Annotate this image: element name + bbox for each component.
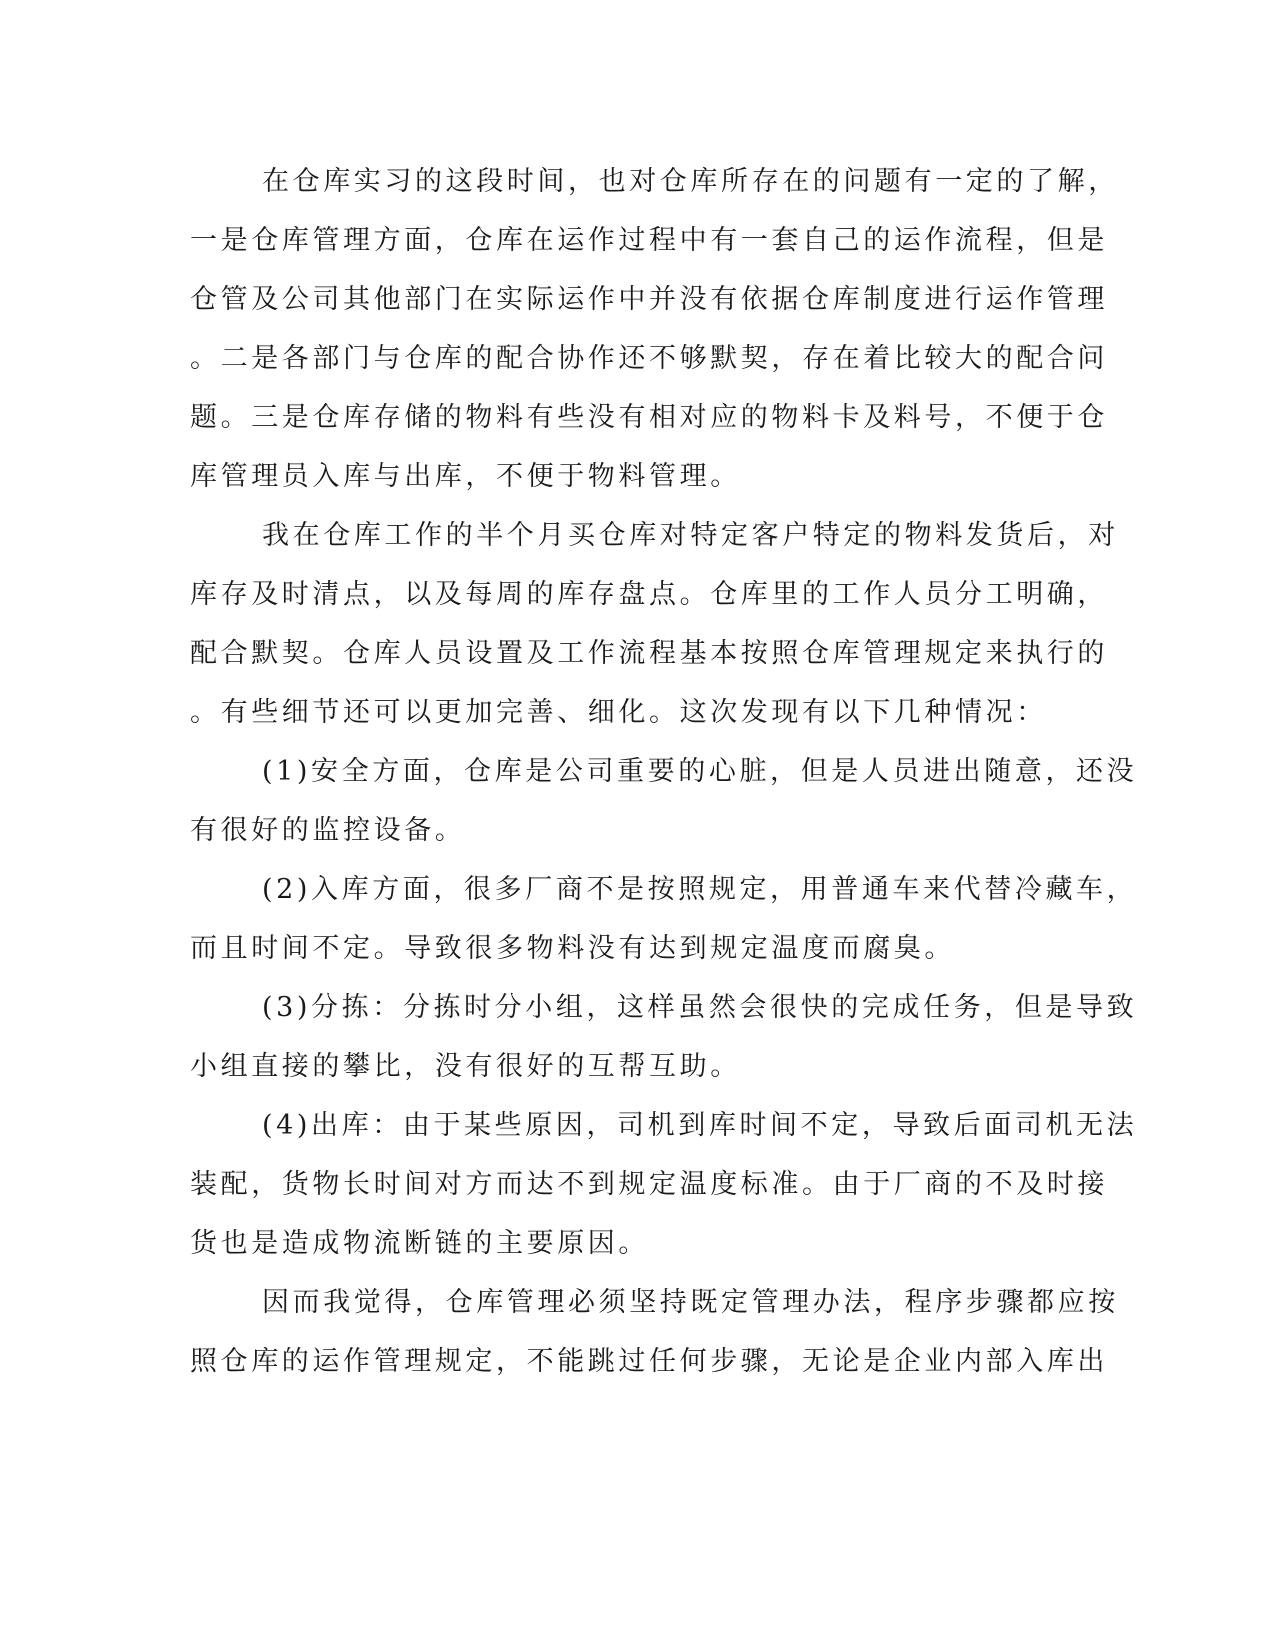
text-line: (3)分拣：分拣时分小组，这样虽然会很快的完成任务，但是导致 <box>262 992 1138 1023</box>
text-line: 装配，货物长时间对方而达不到规定温度标准。由于厂商的不及时接 <box>190 1169 1108 1200</box>
text-line: 我在仓库工作的半个月买仓库对特定客户特定的物料发货后，对 <box>262 520 1119 551</box>
text-line: 。有些细节还可以更加完善、细化。这次发现有以下几种情况： <box>190 697 1047 728</box>
text-line: 一是仓库管理方面，仓库在运作过程中有一套自己的运作流程，但是 <box>190 225 1108 256</box>
text-line: 小组直接的攀比，没有很好的互帮互助。 <box>190 1051 741 1082</box>
text-line: 在仓库实习的这段时间，也对仓库所存在的问题有一定的了解， <box>262 166 1119 197</box>
text-line: 因而我觉得，仓库管理必须坚持既定管理办法，程序步骤都应按 <box>262 1287 1119 1318</box>
text-line: 题。三是仓库存储的物料有些没有相对应的物料卡及料号，不便于仓 <box>190 402 1108 433</box>
text-line: (4)出库：由于某些原因，司机到库时间不定，导致后面司机无法 <box>262 1110 1138 1141</box>
text-line: 。二是各部门与仓库的配合协作还不够默契，存在着比较大的配合问 <box>190 343 1108 374</box>
text-line: (2)入库方面，很多厂商不是按照规定，用普通车来代替冷藏车， <box>262 874 1138 905</box>
text-line: (1)安全方面，仓库是公司重要的心脏，但是人员进出随意，还没 <box>262 756 1138 787</box>
text-line: 仓管及公司其他部门在实际运作中并没有依据仓库制度进行运作管理 <box>190 284 1108 315</box>
text-line: 有很好的监控设备。 <box>190 815 466 846</box>
text-line: 而且时间不定。导致很多物料没有达到规定温度而腐臭。 <box>190 933 955 964</box>
text-line: 照仓库的运作管理规定，不能跳过任何步骤，无论是企业内部入库出 <box>190 1346 1108 1377</box>
text-line: 货也是造成物流断链的主要原因。 <box>190 1228 649 1259</box>
text-line: 配合默契。仓库人员设置及工作流程基本按照仓库管理规定来执行的 <box>190 638 1108 669</box>
text-line: 库管理员入库与出库，不便于物料管理。 <box>190 461 741 492</box>
text-line: 库存及时清点，以及每周的库存盘点。仓库里的工作人员分工明确， <box>190 579 1108 610</box>
